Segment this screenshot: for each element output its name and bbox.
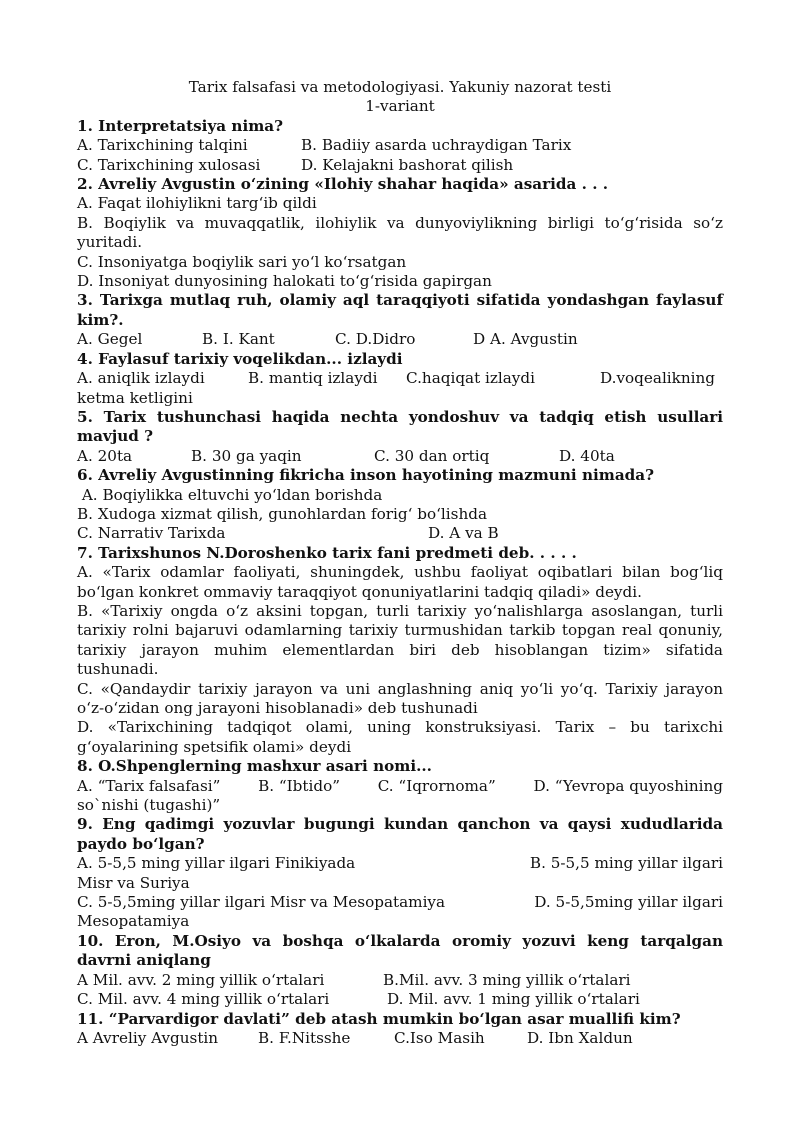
q1-option-a: A. Tarixchining talqini (77, 136, 248, 155)
q8-option-c: C. “Iqrornoma” (377, 776, 496, 795)
q10-option-c: C. Mil. avv. 4 ming yillik o‘rtalari (77, 990, 330, 1009)
question-10-options-row-2 (77, 990, 723, 1009)
document-title: Tarix falsafasi va metodologiyasi. Yakuniy nazorat testi (188, 78, 612, 96)
question-11-options (77, 1029, 723, 1048)
q11-option-c: C.Iso Masih (394, 1028, 485, 1047)
q8-option-d: D. “Yevropa quyoshining (533, 776, 723, 795)
q3-option-b: B. I. Kant (202, 330, 275, 349)
q9-option-b-continued: Misr va Suriya (77, 873, 190, 892)
q11-option-b: B. F.Nitsshe (258, 1028, 351, 1047)
q4-option-a: A. aniqlik izlaydi (77, 369, 205, 388)
q2-option-a: A. Faqat ilohiylikni targ‘ib qildi (77, 194, 317, 213)
q7-option-b: B. «Tarixiy ongda o‘z aksini topgan, turli tarixiy yo‘nalishlarga asoslangan, turli tarixiy rolni bajaruvi odamlarning tarixiy turmushidan tarkib topgan real qonuniy, tarixiy jarayon muhim elementlardan biri deb hisoblangan tizim» sifatida tushunadi. (77, 601, 723, 679)
variant-label: 1-variant (365, 97, 435, 116)
test-document (77, 78, 723, 1048)
q6-option-c: C. Narrativ Tarixda (77, 524, 226, 543)
q7-option-c: C. «Qandaydir tarixiy jarayon va uni anglashning aniq yo‘li yo‘q. Tarixiy jarayon o‘z-o‘zidan ong jarayoni hisoblanadi» deb tushunadi (77, 679, 723, 717)
q9-option-a: A. 5-5,5 ming yillar ilgari Finikiyada (77, 854, 356, 873)
q10-option-d: D. Mil. avv. 1 ming yillik o‘rtalari (387, 990, 640, 1009)
q9-option-d: D. 5-5,5ming yillar ilgari (534, 893, 723, 912)
q9-option-b: B. 5-5,5 ming yillar ilgari (529, 854, 723, 873)
q4-option-d: D.voqealikning (600, 369, 716, 388)
q10-option-a: A Mil. avv. 2 ming yillik o‘rtalari (77, 970, 325, 989)
question-10-options-row-1 (77, 971, 723, 990)
q4-option-c: C.haqiqat izlaydi (406, 369, 535, 388)
question-1-options-row-1 (77, 136, 723, 155)
question-4-options (77, 369, 723, 388)
q8-option-d-continued: so`nishi (tugashi)” (77, 796, 221, 815)
q2-option-b: B. Boqiylik va muvaqqatlik, ilohiylik va dunyoviylikning birligi to‘g‘risida so‘z yuritadi. (77, 213, 723, 252)
q10-option-b: B.Mil. avv. 3 ming yillik o‘rtalari (383, 970, 631, 989)
q8-option-b: B. “Ibtido” (258, 776, 340, 795)
q1-option-c: C. Tarixchining xulosasi (77, 155, 261, 174)
question-9-options-row-1 (77, 854, 723, 873)
q6-option-b: B. Xudoga xizmat qilish, gunohlardan forig‘ bo‘lishda (77, 504, 488, 523)
q5-option-b: B. 30 ga yaqin (191, 446, 302, 465)
question-6-options-row (77, 524, 723, 543)
q8-option-a: A. “Tarix falsafasi” (77, 776, 221, 795)
q11-option-a: A Avreliy Avgustin (77, 1028, 219, 1047)
question-10: 10. Eron, M.Osiyo va boshqa o‘lkalarda oromiy yozuvi keng tarqalgan davrni aniqlang (77, 931, 723, 970)
q3-option-c: C. D.Didro (335, 330, 416, 349)
question-1: 1. Interpretatsiya nima? (77, 116, 284, 135)
q9-option-d-continued: Mesopatamiya (77, 912, 190, 931)
question-3-options (77, 330, 723, 349)
question-9: 9. Eng qadimgi yozuvlar bugungi kundan qanchon va qaysi xududlarida paydo bo‘lgan? (77, 815, 723, 853)
q3-option-a: A. Gegel (77, 330, 143, 349)
question-11: 11. “Parvardigor davlati” deb atash mumkin bo‘lgan asar muallifi kim? (77, 1009, 681, 1028)
question-6: 6. Avreliy Avgustinning fikricha inson hayotining mazmuni nimada? (77, 466, 655, 485)
q4-option-b: B. mantiq izlaydi (248, 369, 378, 388)
q2-option-c: C. Insoniyatga boqiylik sari yo‘l ko‘rsatgan (77, 252, 407, 271)
q5-option-d: D. 40ta (559, 446, 615, 465)
q3-option-d: D A. Avgustin (473, 330, 578, 349)
question-5: 5. Tarix tushunchasi haqida nechta yondoshuv va tadqiq etish usullari mavjud ? (77, 407, 723, 446)
question-9-options-row-2 (77, 893, 723, 912)
question-8: 8. O.Shpenglerning mashxur asari nomi... (77, 757, 432, 776)
question-1-options-row-2 (77, 156, 723, 175)
q6-option-a: A. Boqiylikka eltuvchi yo‘ldan borishda (77, 485, 383, 504)
q1-option-b: B. Badiiy asarda uchraydigan Tarix (301, 136, 572, 155)
q6-option-d: D. A va B (428, 524, 499, 543)
q1-option-d: D. Kelajakni bashorat qilish (301, 155, 514, 174)
q2-option-d: D. Insoniyat dunyosining halokati to‘g‘risida gapirgan (77, 272, 492, 291)
q5-option-a: A. 20ta (77, 446, 133, 465)
q7-option-d: D. «Tarixchining tadqiqot olami, uning konstruksiyasi. Tarix – bu tarixchi g‘oyalarining spetsifik olami» deydi (77, 718, 723, 756)
q7-option-a: A. «Tarix odamlar faoliyati, shuningdek, ushbu faoliyat oqibatlari bilan bog‘liq bo‘lgan konkret ommaviy taraqqiyot qonuniyatlarini tadqiq qiladi» deydi. (77, 563, 723, 601)
q5-option-c: C. 30 dan ortiq (374, 446, 490, 465)
question-5-options (77, 447, 723, 466)
question-8-options (77, 777, 723, 796)
question-2: 2. Avreliy Avgustin o‘zining «Ilohiy shahar haqida» asarida . . . (77, 175, 609, 194)
q9-option-c: C. 5-5,5ming yillar ilgari Misr va Mesopatamiya (77, 893, 446, 912)
q11-option-d: D. Ibn Xaldun (527, 1028, 633, 1047)
question-3: 3. Tarixga mutlaq ruh, olamiy aql taraqqiyoti sifatida yondashgan faylasuf kim?. (77, 291, 723, 329)
question-7: 7. Tarixshunos N.Doroshenko tarix fani predmeti deb. . . . . (77, 543, 577, 562)
q4-option-d-continued: ketma ketligini (77, 388, 193, 407)
question-4: 4. Faylasuf tarixiy voqelikdan... izlaydi (77, 349, 403, 368)
